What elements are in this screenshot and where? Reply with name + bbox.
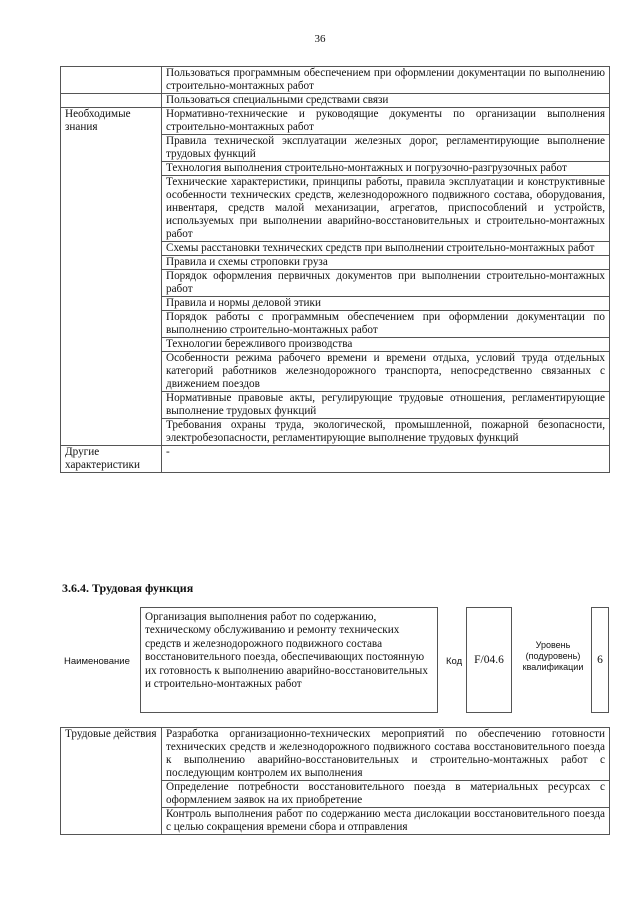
table-row bbox=[61, 108, 610, 135]
table-cell: Пользоваться программным обеспечением при оформлении документации по выполнению строительно-монтажных работ bbox=[162, 67, 610, 94]
table-cell: Правила технической эксплуатации железных дорог, регламентирующие выполнение трудовых функций bbox=[162, 135, 610, 162]
code-value: F/04.6 bbox=[466, 607, 512, 713]
table-cell: Порядок работы с программным обеспечением при оформлении документации по выполнению строительно-монтажных работ bbox=[162, 311, 610, 338]
page-number: 36 bbox=[314, 33, 326, 45]
table-cell: Технические характеристики, принципы работы, правила эксплуатации и конструктивные особенности технических средств, железнодорожного подвижного состава, оборудования, инвентаря, средств малой механизации, агрегатов, приспособлений и устройств, используемых при выполнении аварийно-восстановительных и строительно-монтажных работ bbox=[162, 176, 610, 242]
table-cell: Технология выполнения строительно-монтажных и погрузочно-разгрузочных работ bbox=[162, 162, 610, 176]
table-cell: Особенности режима рабочего времени и времени отдыха, условий труда отдельных категорий работников железнодорожного транспорта, непосредственно связанных с движением поездов bbox=[162, 352, 610, 392]
section-title: 3.6.4. Трудовая функция bbox=[62, 581, 194, 595]
table-row bbox=[61, 446, 610, 473]
empty-label-cell bbox=[61, 94, 162, 108]
other-label: Другие характеристики bbox=[61, 446, 162, 473]
table-cell: Порядок оформления первичных документов при выполнении строительно-монтажных работ bbox=[162, 270, 610, 297]
name-value: Организация выполнения работ по содержанию, техническому обслуживанию и ремонту технических средств и железнодорожного подвижного состава восстановительного поезда, обеспечивающих постоянную их готовность к выполнению аварийно-восстановительных и строительно-монтажных работ bbox=[140, 607, 438, 713]
labor-actions-table bbox=[60, 727, 610, 835]
table-cell: Контроль выполнения работ по содержанию места дислокации восстановительного поезда с целью сокращения времени сбора и отправления bbox=[162, 808, 610, 835]
table-cell: Пользоваться специальными средствами связи bbox=[162, 94, 610, 108]
table-cell: Разработка организационно-технических мероприятий по обеспечению готовности технических средств и железнодорожного подвижного состава восстановительного поезда к выполнению аварийно-восстановительных и строительно-монтажных работ с последующим контролем их выполнения bbox=[162, 728, 610, 781]
table-cell: Схемы расстановки технических средств при выполнении строительно-монтажных работ bbox=[162, 242, 610, 256]
knowledge-table bbox=[60, 66, 610, 473]
level-value: 6 bbox=[591, 607, 609, 713]
table-row bbox=[61, 94, 610, 108]
labor-actions-label: Трудовые действия bbox=[61, 728, 162, 835]
table-row bbox=[61, 728, 610, 781]
table-cell: Правила и схемы строповки груза bbox=[162, 256, 610, 270]
table-cell: Нормативно-технические и руководящие документы по организации выполнения строительно-монтажных работ bbox=[162, 108, 610, 135]
table-cell: - bbox=[162, 446, 610, 473]
name-label: Наименование bbox=[64, 656, 130, 667]
table-cell: Нормативные правовые акты, регулирующие трудовые отношения, регламентирующие выполнение трудовых функций bbox=[162, 392, 610, 419]
table-cell: Правила и нормы деловой этики bbox=[162, 297, 610, 311]
table-cell: Требования охраны труда, экологической, промышленной, пожарной безопасности, электробезопасности, регламентирующие выполнение трудовых функций bbox=[162, 419, 610, 446]
knowledge-label: Необходимые знания bbox=[61, 108, 162, 446]
empty-label-cell bbox=[61, 67, 162, 94]
table-cell: Технологии бережливого производства bbox=[162, 338, 610, 352]
table-row bbox=[61, 67, 610, 94]
table-cell: Определение потребности восстановительного поезда в материальных ресурсах с оформлением заявок на их приобретение bbox=[162, 781, 610, 808]
level-label: Уровень (подуровень) квалификации bbox=[522, 640, 584, 672]
code-label: Код bbox=[446, 656, 463, 667]
